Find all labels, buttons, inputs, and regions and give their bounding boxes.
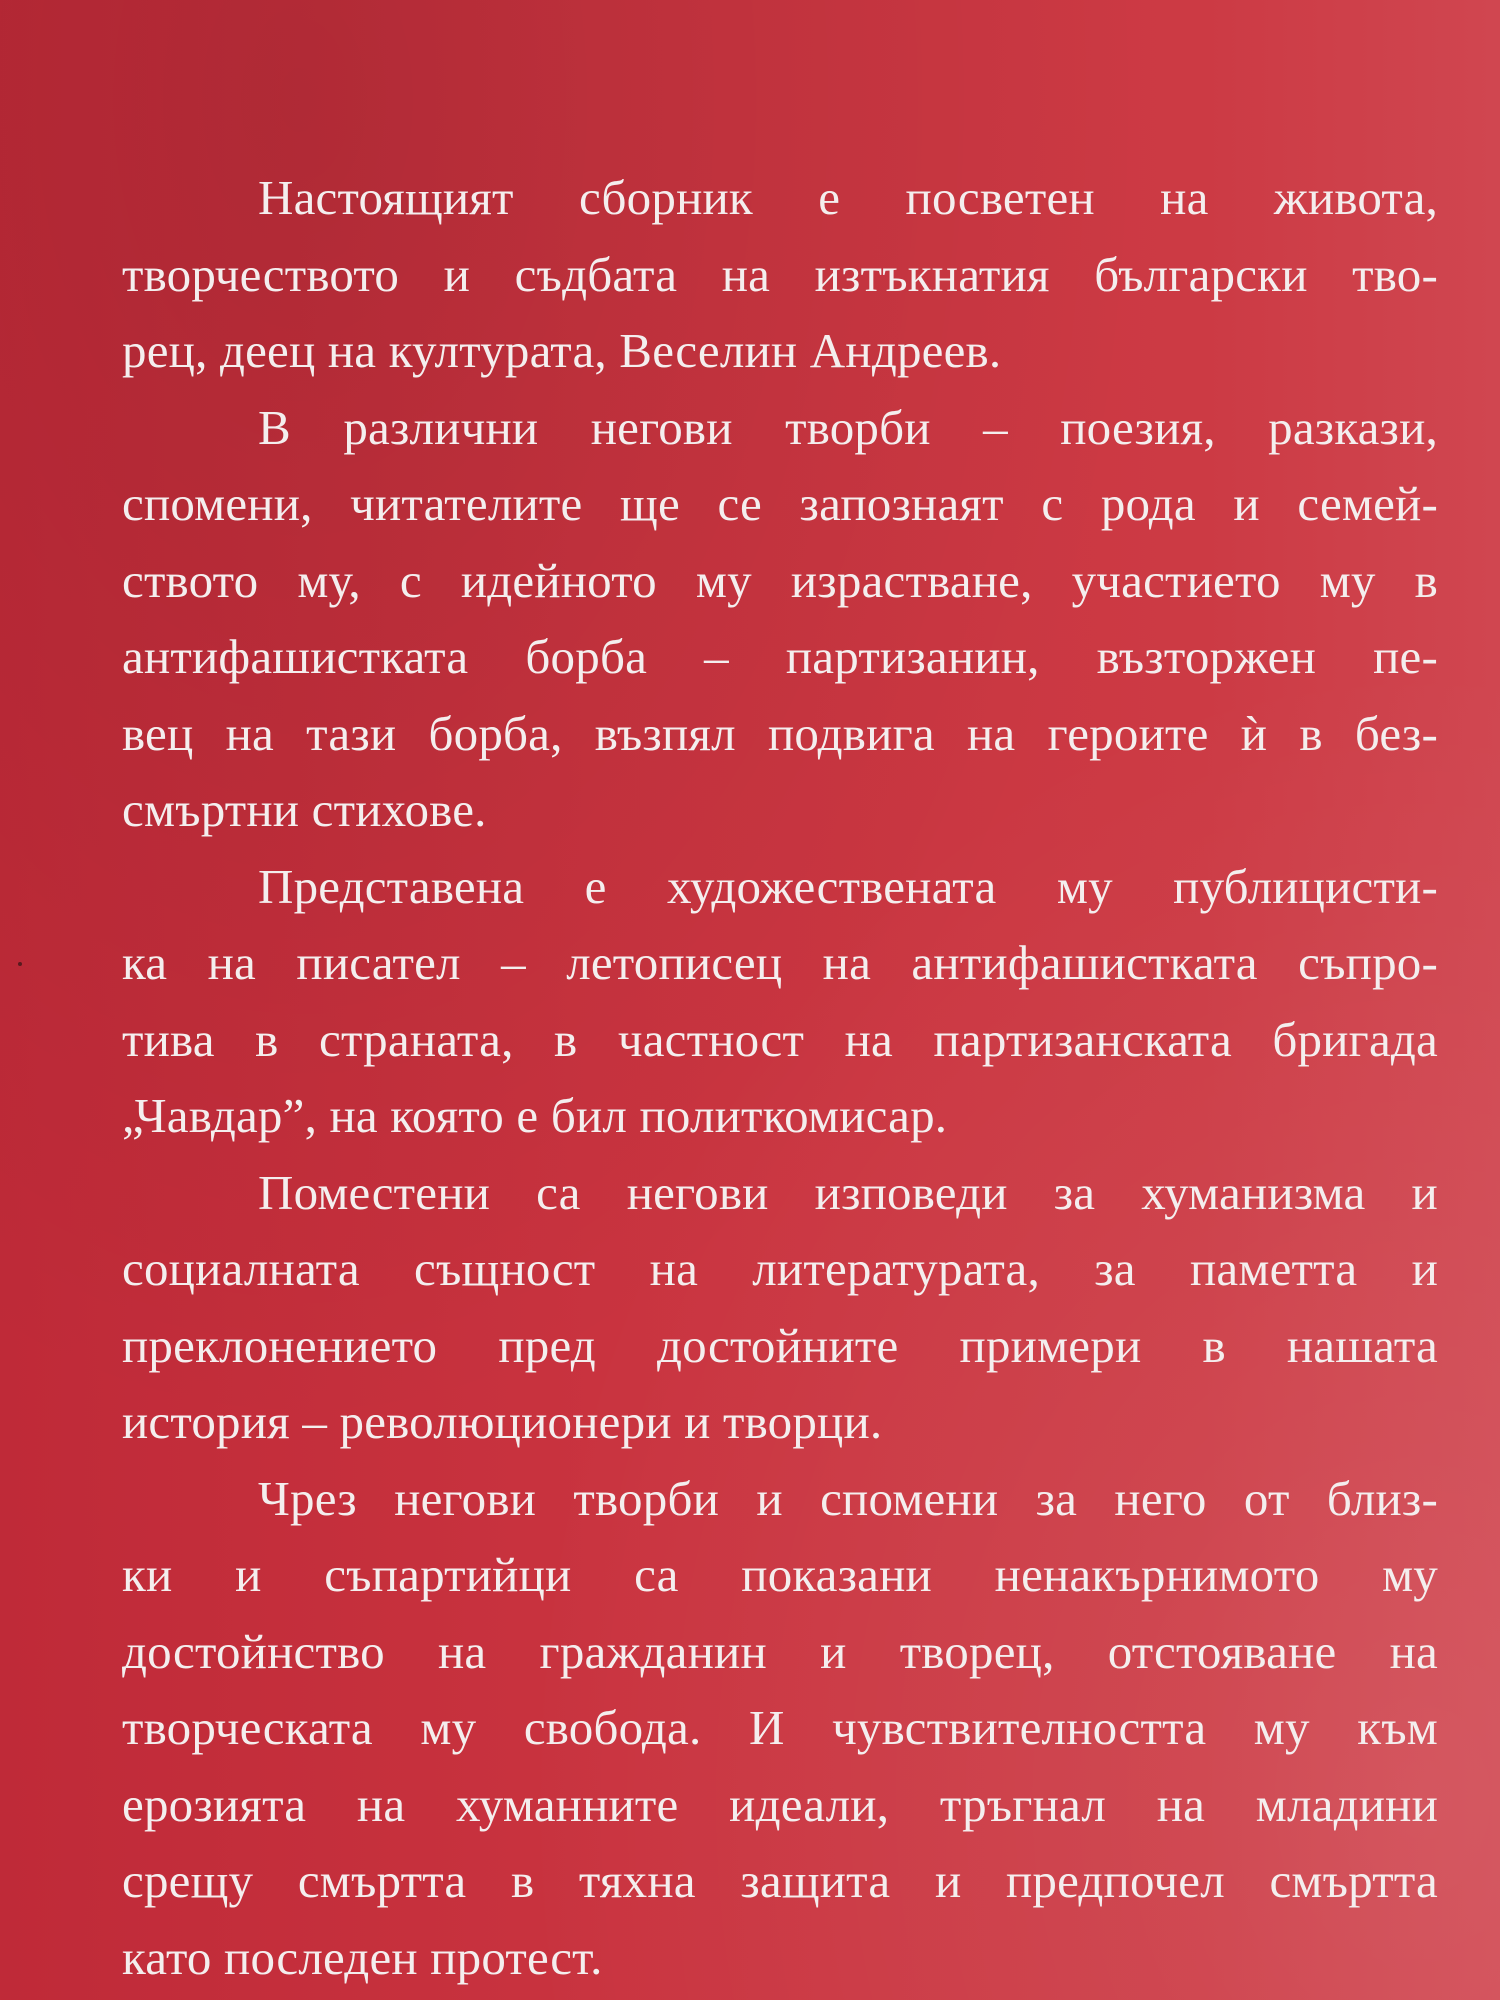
text-line: творчеството и съдбата на изтъкнатия български тво- [122, 246, 1438, 302]
text-line: „Чавдар”, на която е бил политкомисар. [122, 1088, 948, 1143]
print-speck [18, 962, 22, 966]
text-line: спомени, читателите ще се запознаят с рода и семей- [122, 476, 1438, 531]
paragraph-4 [122, 1155, 1438, 1461]
paragraph-3 [122, 849, 1438, 1155]
text-line: рец, деец на културата, Веселин Андреев. [122, 323, 1002, 378]
text-line: история – революционери и творци. [122, 1394, 883, 1449]
cover-text [122, 160, 1438, 1996]
text-line: В различни негови творби – поезия, разкази, [258, 399, 1438, 455]
paragraph-5 [122, 1461, 1438, 1997]
text-line: Поместени са негови изповеди за хуманизма и [258, 1164, 1438, 1220]
text-line: ерозията на хуманните идеали, тръгнал на младини [122, 1776, 1438, 1832]
text-line: ка на писател – летописец на антифашистката съпро- [122, 935, 1438, 990]
paragraph-1 [122, 160, 1438, 390]
text-line: ството му, с идейното му израстване, участието му в [122, 552, 1438, 608]
text-line: ки и съпартийци са показани ненакърнимото му [122, 1547, 1438, 1602]
text-line: смъртни стихове. [122, 782, 487, 837]
text-line: антифашистката борба – партизанин, възторжен пе- [122, 629, 1438, 684]
text-line: достойнство на гражданин и творец, отстояване на [122, 1623, 1438, 1679]
text-line: тива в страната, в частност на партизанската бригада [122, 1011, 1438, 1067]
text-line: вец на тази борба, възпял подвига на героите ѝ в без- [122, 705, 1438, 761]
text-line: социалната същност на литературата, за паметта и [122, 1241, 1438, 1296]
text-line: срещу смъртта в тяхна защита и предпочел смъртта [122, 1853, 1438, 1908]
paragraph-2 [122, 390, 1438, 849]
text-line: Чрез негови творби и спомени за него от близ- [258, 1470, 1438, 1526]
text-line: като последен протест. [122, 1929, 603, 1985]
text-line: Представена е художествената му публицисти- [258, 858, 1438, 914]
text-line: преклонението пред достойните примери в нашата [122, 1317, 1438, 1373]
text-line: Настоящият сборник е посветен на живота, [258, 170, 1438, 225]
text-line: творческата му свобода. И чувствителността му към [122, 1700, 1438, 1755]
